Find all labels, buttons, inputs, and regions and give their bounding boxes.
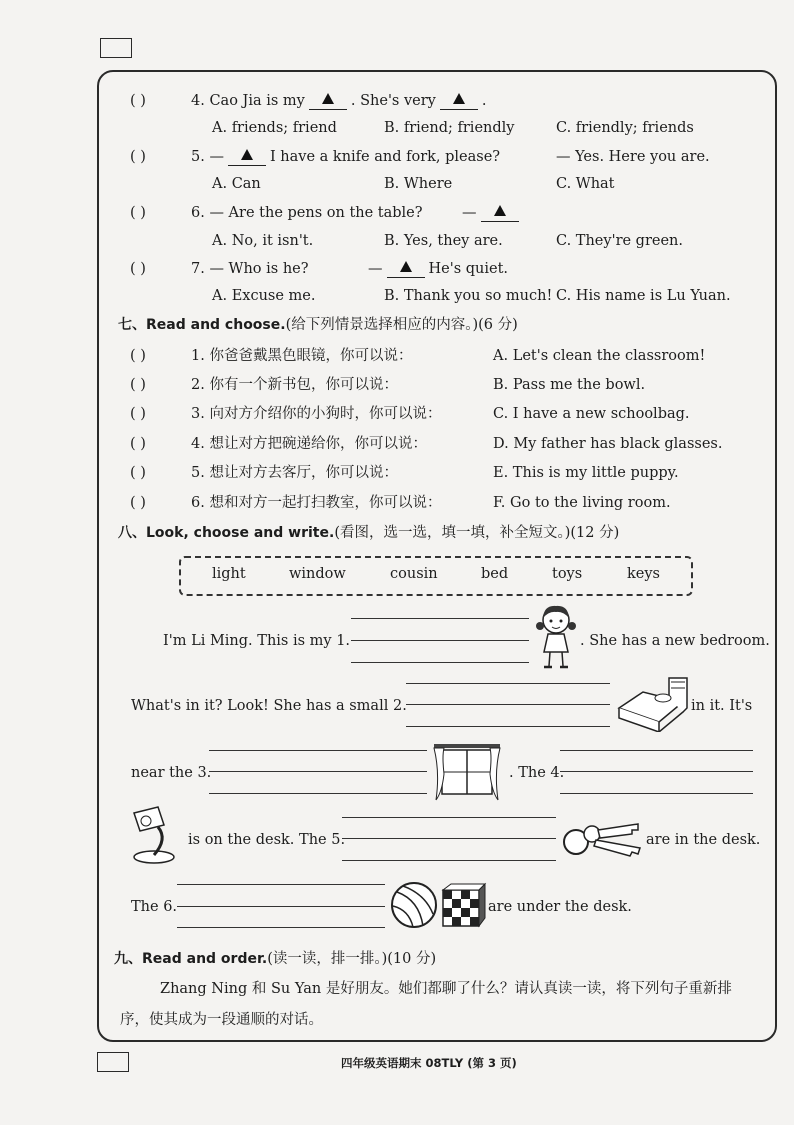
q7-blank[interactable] xyxy=(387,259,425,278)
page-footer: 四年级英语期末 08TLY (第 3 页) xyxy=(341,1056,517,1070)
part7-bracket-1[interactable]: ( ) xyxy=(130,348,146,364)
passage-line-3-start: near the 3. xyxy=(131,765,212,781)
q5-text: I have a knife and fork, please? xyxy=(269,149,501,165)
q4-option-c: C. friendly; friends xyxy=(556,120,694,136)
part7-answer-4: D. My father has black glasses. xyxy=(493,436,723,452)
lamp-image xyxy=(128,803,184,867)
q6-reply-dash: — xyxy=(462,205,477,221)
q7-reply-dash: — xyxy=(368,261,383,277)
part7-bracket-4[interactable]: ( ) xyxy=(130,436,146,452)
part7-answer-5: E. This is my little puppy. xyxy=(493,465,679,481)
q6-blank[interactable] xyxy=(481,203,519,222)
q5-number: 5. xyxy=(191,149,205,165)
q4-text-a: Cao Jia is my xyxy=(209,93,305,109)
q4-blank-2[interactable] xyxy=(440,91,478,110)
q4-blank-1[interactable] xyxy=(309,91,347,110)
word-light: light xyxy=(212,566,246,582)
word-window: window xyxy=(289,566,346,582)
passage-line-3-end: . The 4. xyxy=(509,765,565,781)
part8-title: 八、Look, choose and write. xyxy=(118,525,335,541)
q6-reply xyxy=(462,204,523,223)
bottom-corner-box xyxy=(97,1052,129,1072)
passage-line-5-start: The 6. xyxy=(131,899,178,915)
part7-question-2: 2. 你有一个新书包，你可以说： xyxy=(191,377,398,393)
passage-line-1-end: . She has a new bedroom. xyxy=(580,633,770,649)
passage-line-5-end: are under the desk. xyxy=(488,899,632,915)
part9-heading xyxy=(114,950,436,968)
q7-reply-text: He's quiet. xyxy=(428,261,509,277)
q7-reply xyxy=(368,260,508,279)
q6-option-c: C. They're green. xyxy=(556,233,684,249)
part7-instruction: (给下列情景选择相应的内容。)(6 分) xyxy=(285,317,518,333)
part7-answer-1: A. Let's clean the classroom! xyxy=(493,348,706,364)
passage-line-4-end: are in the desk. xyxy=(646,832,761,848)
part7-answer-2: B. Pass me the bowl. xyxy=(493,377,646,393)
q5-dash: — xyxy=(209,149,224,165)
q6-stem xyxy=(191,204,423,222)
part7-question-3: 3. 向对方介绍你的小狗时，你可以说： xyxy=(191,406,442,422)
q4-bracket[interactable]: ( ) xyxy=(130,93,146,109)
q4-text-c: . xyxy=(481,93,487,109)
q5-bracket[interactable]: ( ) xyxy=(130,149,146,165)
q6-option-b: B. Yes, they are. xyxy=(384,233,503,249)
keys-image xyxy=(558,818,644,860)
q7-text: — Who is he? xyxy=(209,261,309,277)
triangle-icon xyxy=(400,261,412,272)
part7-bracket-2[interactable]: ( ) xyxy=(130,377,146,393)
q5-option-a: A. Can xyxy=(212,176,261,192)
q7-bracket[interactable]: ( ) xyxy=(130,261,146,277)
part9-instruction: (读一读，排一排。)(10 分) xyxy=(267,951,437,967)
window-image xyxy=(430,742,504,804)
passage-line-2-end: in it. It's xyxy=(691,698,753,714)
part7-bracket-3[interactable]: ( ) xyxy=(130,406,146,422)
triangle-icon xyxy=(453,93,465,104)
q7-option-c: C. His name is Lu Yuan. xyxy=(556,288,731,304)
part8-heading xyxy=(118,524,619,542)
q5-blank[interactable] xyxy=(228,147,266,166)
part9-intro-line-2: 序，使其成为一段通顺的对话。 xyxy=(120,1012,323,1028)
part7-answer-6: F. Go to the living room. xyxy=(493,495,671,511)
word-toys: toys xyxy=(552,566,583,582)
q5-option-b: B. Where xyxy=(384,176,453,192)
q6-text: — Are the pens on the table? xyxy=(209,205,423,221)
part7-title: 七、Read and choose. xyxy=(118,317,286,333)
word-cousin: cousin xyxy=(390,566,438,582)
q6-bracket[interactable]: ( ) xyxy=(130,205,146,221)
ball-image xyxy=(389,880,439,930)
part9-intro-line-1: Zhang Ning 和 Su Yan 是好朋友。她们都聊了什么？请认真读一读，将下列句子重新排 xyxy=(160,981,732,997)
part7-bracket-6[interactable]: ( ) xyxy=(130,495,146,511)
q7-stem xyxy=(191,260,309,278)
top-corner-box xyxy=(100,38,132,58)
q5-stem xyxy=(191,148,500,167)
part7-question-6: 6. 想和对方一起打扫教室，你可以说： xyxy=(191,495,442,511)
triangle-icon xyxy=(241,149,253,160)
part7-question-1: 1. 你爸爸戴黑色眼镜，你可以说： xyxy=(191,348,413,364)
cube-toy-image xyxy=(441,882,487,928)
q7-option-b: B. Thank you so much! xyxy=(384,288,553,304)
part7-answer-3: C. I have a new schoolbag. xyxy=(493,406,690,422)
triangle-icon xyxy=(322,93,334,104)
q6-number: 6. xyxy=(191,205,205,221)
part8-instruction: (看图，选一选，填一填，补全短文。)(12 分) xyxy=(334,525,620,541)
passage-line-1-start: I'm Li Ming. This is my 1. xyxy=(163,633,351,649)
girl-cousin-image xyxy=(532,600,580,672)
q4-stem xyxy=(191,92,487,111)
q4-option-b: B. friend; friendly xyxy=(384,120,515,136)
bed-image xyxy=(613,674,689,732)
q4-number: 4. xyxy=(191,93,205,109)
q5-reply: — Yes. Here you are. xyxy=(556,149,710,165)
passage-line-2-start: What's in it? Look! She has a small 2. xyxy=(131,698,407,714)
q4-text-b: . She's very xyxy=(350,93,436,109)
word-keys: keys xyxy=(627,566,661,582)
part9-title: 九、Read and order. xyxy=(114,951,268,967)
part7-question-4: 4. 想让对方把碗递给你，你可以说： xyxy=(191,436,427,452)
q4-option-a: A. friends; friend xyxy=(212,120,337,136)
part7-heading xyxy=(118,316,518,334)
word-bed: bed xyxy=(481,566,509,582)
triangle-icon xyxy=(494,205,506,216)
part7-bracket-5[interactable]: ( ) xyxy=(130,465,146,481)
q7-number: 7. xyxy=(191,261,205,277)
q6-option-a: A. No, it isn't. xyxy=(212,233,314,249)
part7-question-5: 5. 想让对方去客厅，你可以说： xyxy=(191,465,398,481)
q5-option-c: C. What xyxy=(556,176,615,192)
q7-option-a: A. Excuse me. xyxy=(212,288,316,304)
passage-line-4-start: is on the desk. The 5. xyxy=(188,832,346,848)
